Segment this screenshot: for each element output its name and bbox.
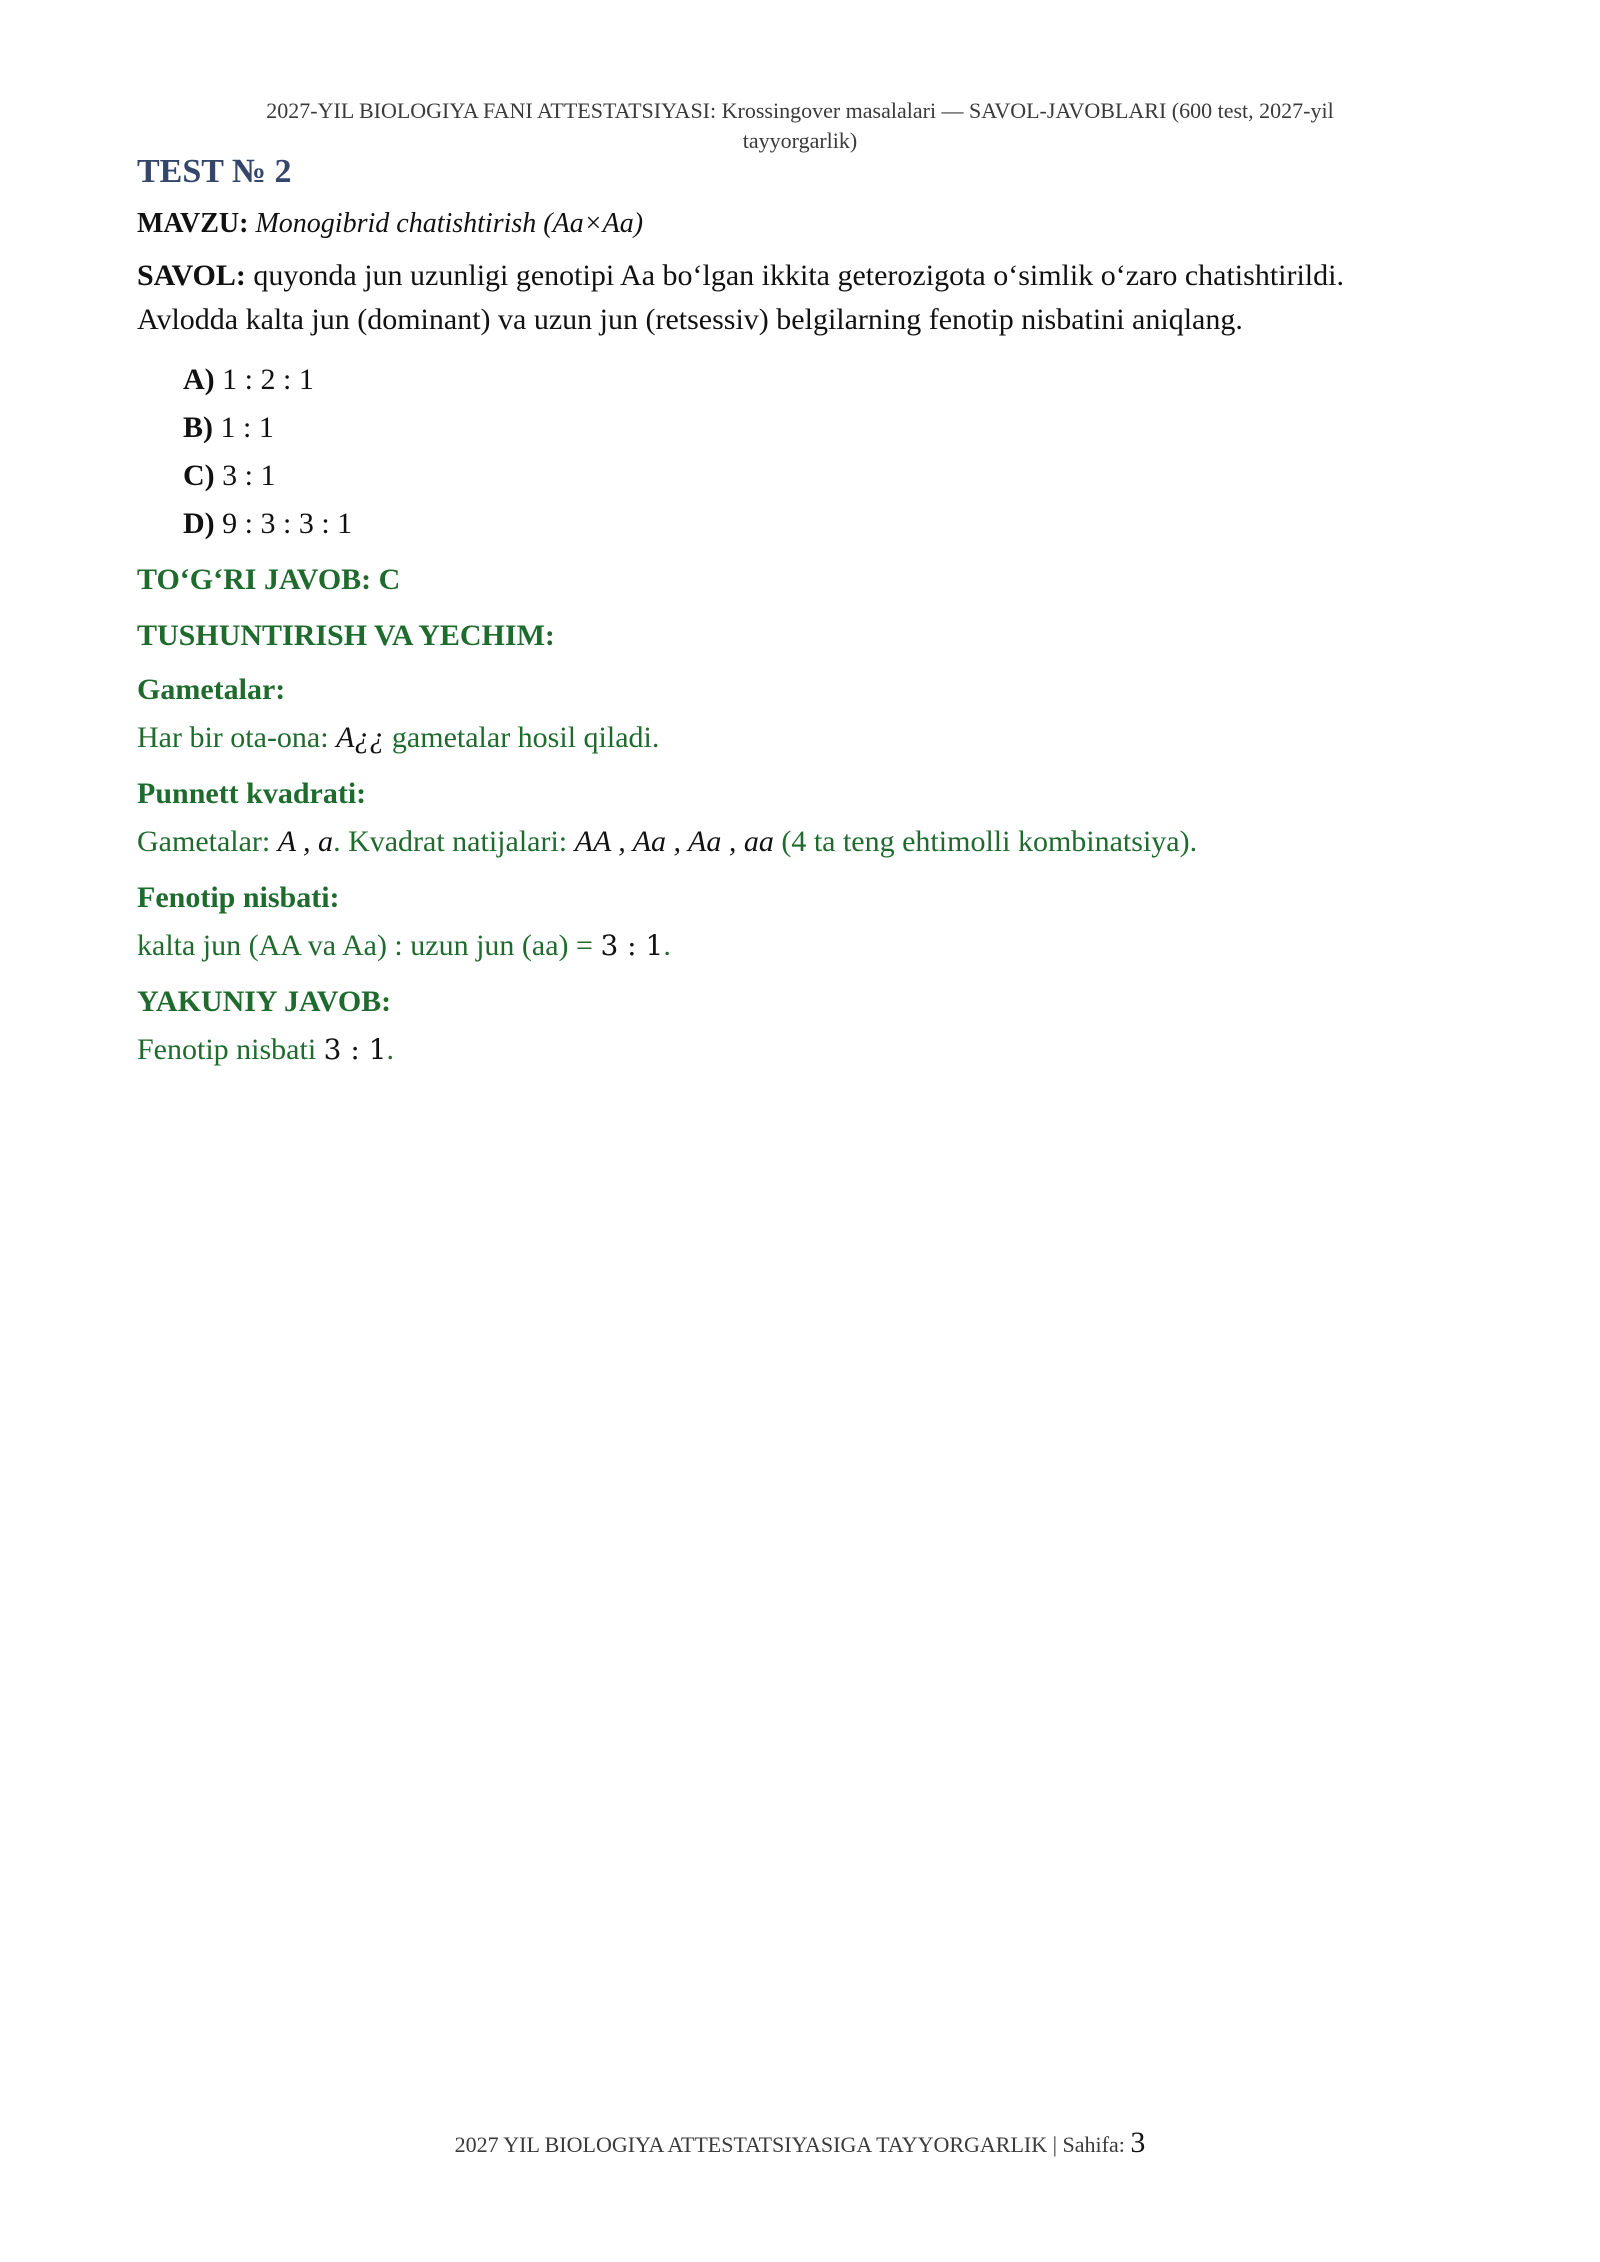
punnett-heading: Punnett kvadrati: <box>137 777 367 810</box>
option-a-letter: A) <box>183 363 215 396</box>
option-c-letter: C) <box>183 459 215 492</box>
running-header <box>180 96 1420 156</box>
page-content <box>137 148 1467 1072</box>
punnett-gametes: A , a <box>277 825 334 858</box>
test-title: TEST № 2 <box>137 153 292 190</box>
question-text-line-1: quyonda jun uzunligi genotipi Aa bo‘lgan ikkita geterozigota o‘simlik o‘zaro chatishtirildi. <box>253 259 1344 292</box>
topic-line <box>137 206 1467 242</box>
gametes-math: A¿¿ <box>336 721 385 754</box>
running-header-line-2: tayyorgarlik) <box>742 128 858 153</box>
correct-answer: TO‘G‘RI JAVOB: C <box>137 563 401 596</box>
phenotype-sentence: kalta jun (AA va Aa) : uzun jun (aa) = <box>137 929 593 962</box>
gametes-suffix: gametalar hosil qiladi. <box>391 721 660 754</box>
footer-label: 2027 YIL BIOLOGIYA ATTESTATSIYASIGA TAYYORGARLIK <box>454 2132 1048 2157</box>
option-d-letter: D) <box>183 507 215 540</box>
punnett-suffix: (4 ta teng ehtimolli kombinatsiya). <box>781 825 1198 858</box>
punnett-mid: . Kvadrat natijalari: <box>333 825 568 858</box>
answer-options <box>183 356 1467 548</box>
punnett-text <box>137 820 1467 864</box>
gametes-heading: Gametalar: <box>137 673 286 706</box>
question-label: SAVOL: <box>137 259 246 292</box>
topic-value: Monogibrid chatishtirish (Aa×Aa) <box>255 208 644 239</box>
footer-separator: | <box>1052 2132 1058 2157</box>
final-answer-sentence: Fenotip nisbati <box>137 1033 317 1066</box>
footer-page-label: Sahifa: <box>1062 2132 1125 2157</box>
page-footer <box>0 2126 1600 2162</box>
gametes-prefix: Har bir ota-ona: <box>137 721 329 754</box>
option-a-text: 1 : 2 : 1 <box>222 363 314 396</box>
option-b-text: 1 : 1 <box>220 411 274 444</box>
gametes-text <box>137 716 1467 760</box>
footer-page-number: 3 <box>1130 2126 1146 2159</box>
solution-heading: TUSHUNTIRISH VA YECHIM: <box>137 619 555 652</box>
option-c <box>183 452 1467 500</box>
topic-label: MAVZU: <box>137 208 249 239</box>
option-b-letter: B) <box>183 411 213 444</box>
final-answer-text: Fenotip nisbati 3 : 1. <box>137 1033 395 1066</box>
phenotype-heading: Fenotip nisbati: <box>137 881 340 914</box>
option-c-text: 3 : 1 <box>222 459 276 492</box>
phenotype-text: kalta jun (AA va Aa) : uzun jun (aa) = 3 : 1. <box>137 929 671 962</box>
question-text-line-2: Avlodda kalta jun (dominant) va uzun jun (retsessiv) belgilarning fenotip nisbatini aniqlang. <box>137 303 1243 336</box>
question-block <box>137 254 1467 342</box>
punnett-results: AA , Aa , Aa , aa <box>574 825 774 858</box>
option-a <box>183 356 1467 404</box>
punnett-prefix: Gametalar: <box>137 825 271 858</box>
option-b <box>183 404 1467 452</box>
final-heading: YAKUNIY JAVOB: <box>137 985 392 1018</box>
final-answer-ratio: 3 : 1 <box>323 1033 387 1066</box>
option-d <box>183 500 1467 548</box>
phenotype-ratio: 3 : 1 <box>600 929 664 962</box>
running-header-line-1: 2027-YIL BIOLOGIYA FANI ATTESTATSIYASI: Krossingover masalalari — SAVOL-JAVOBLARI (600 test, 2027-yil <box>266 98 1334 123</box>
option-d-text: 9 : 3 : 3 : 1 <box>222 507 353 540</box>
